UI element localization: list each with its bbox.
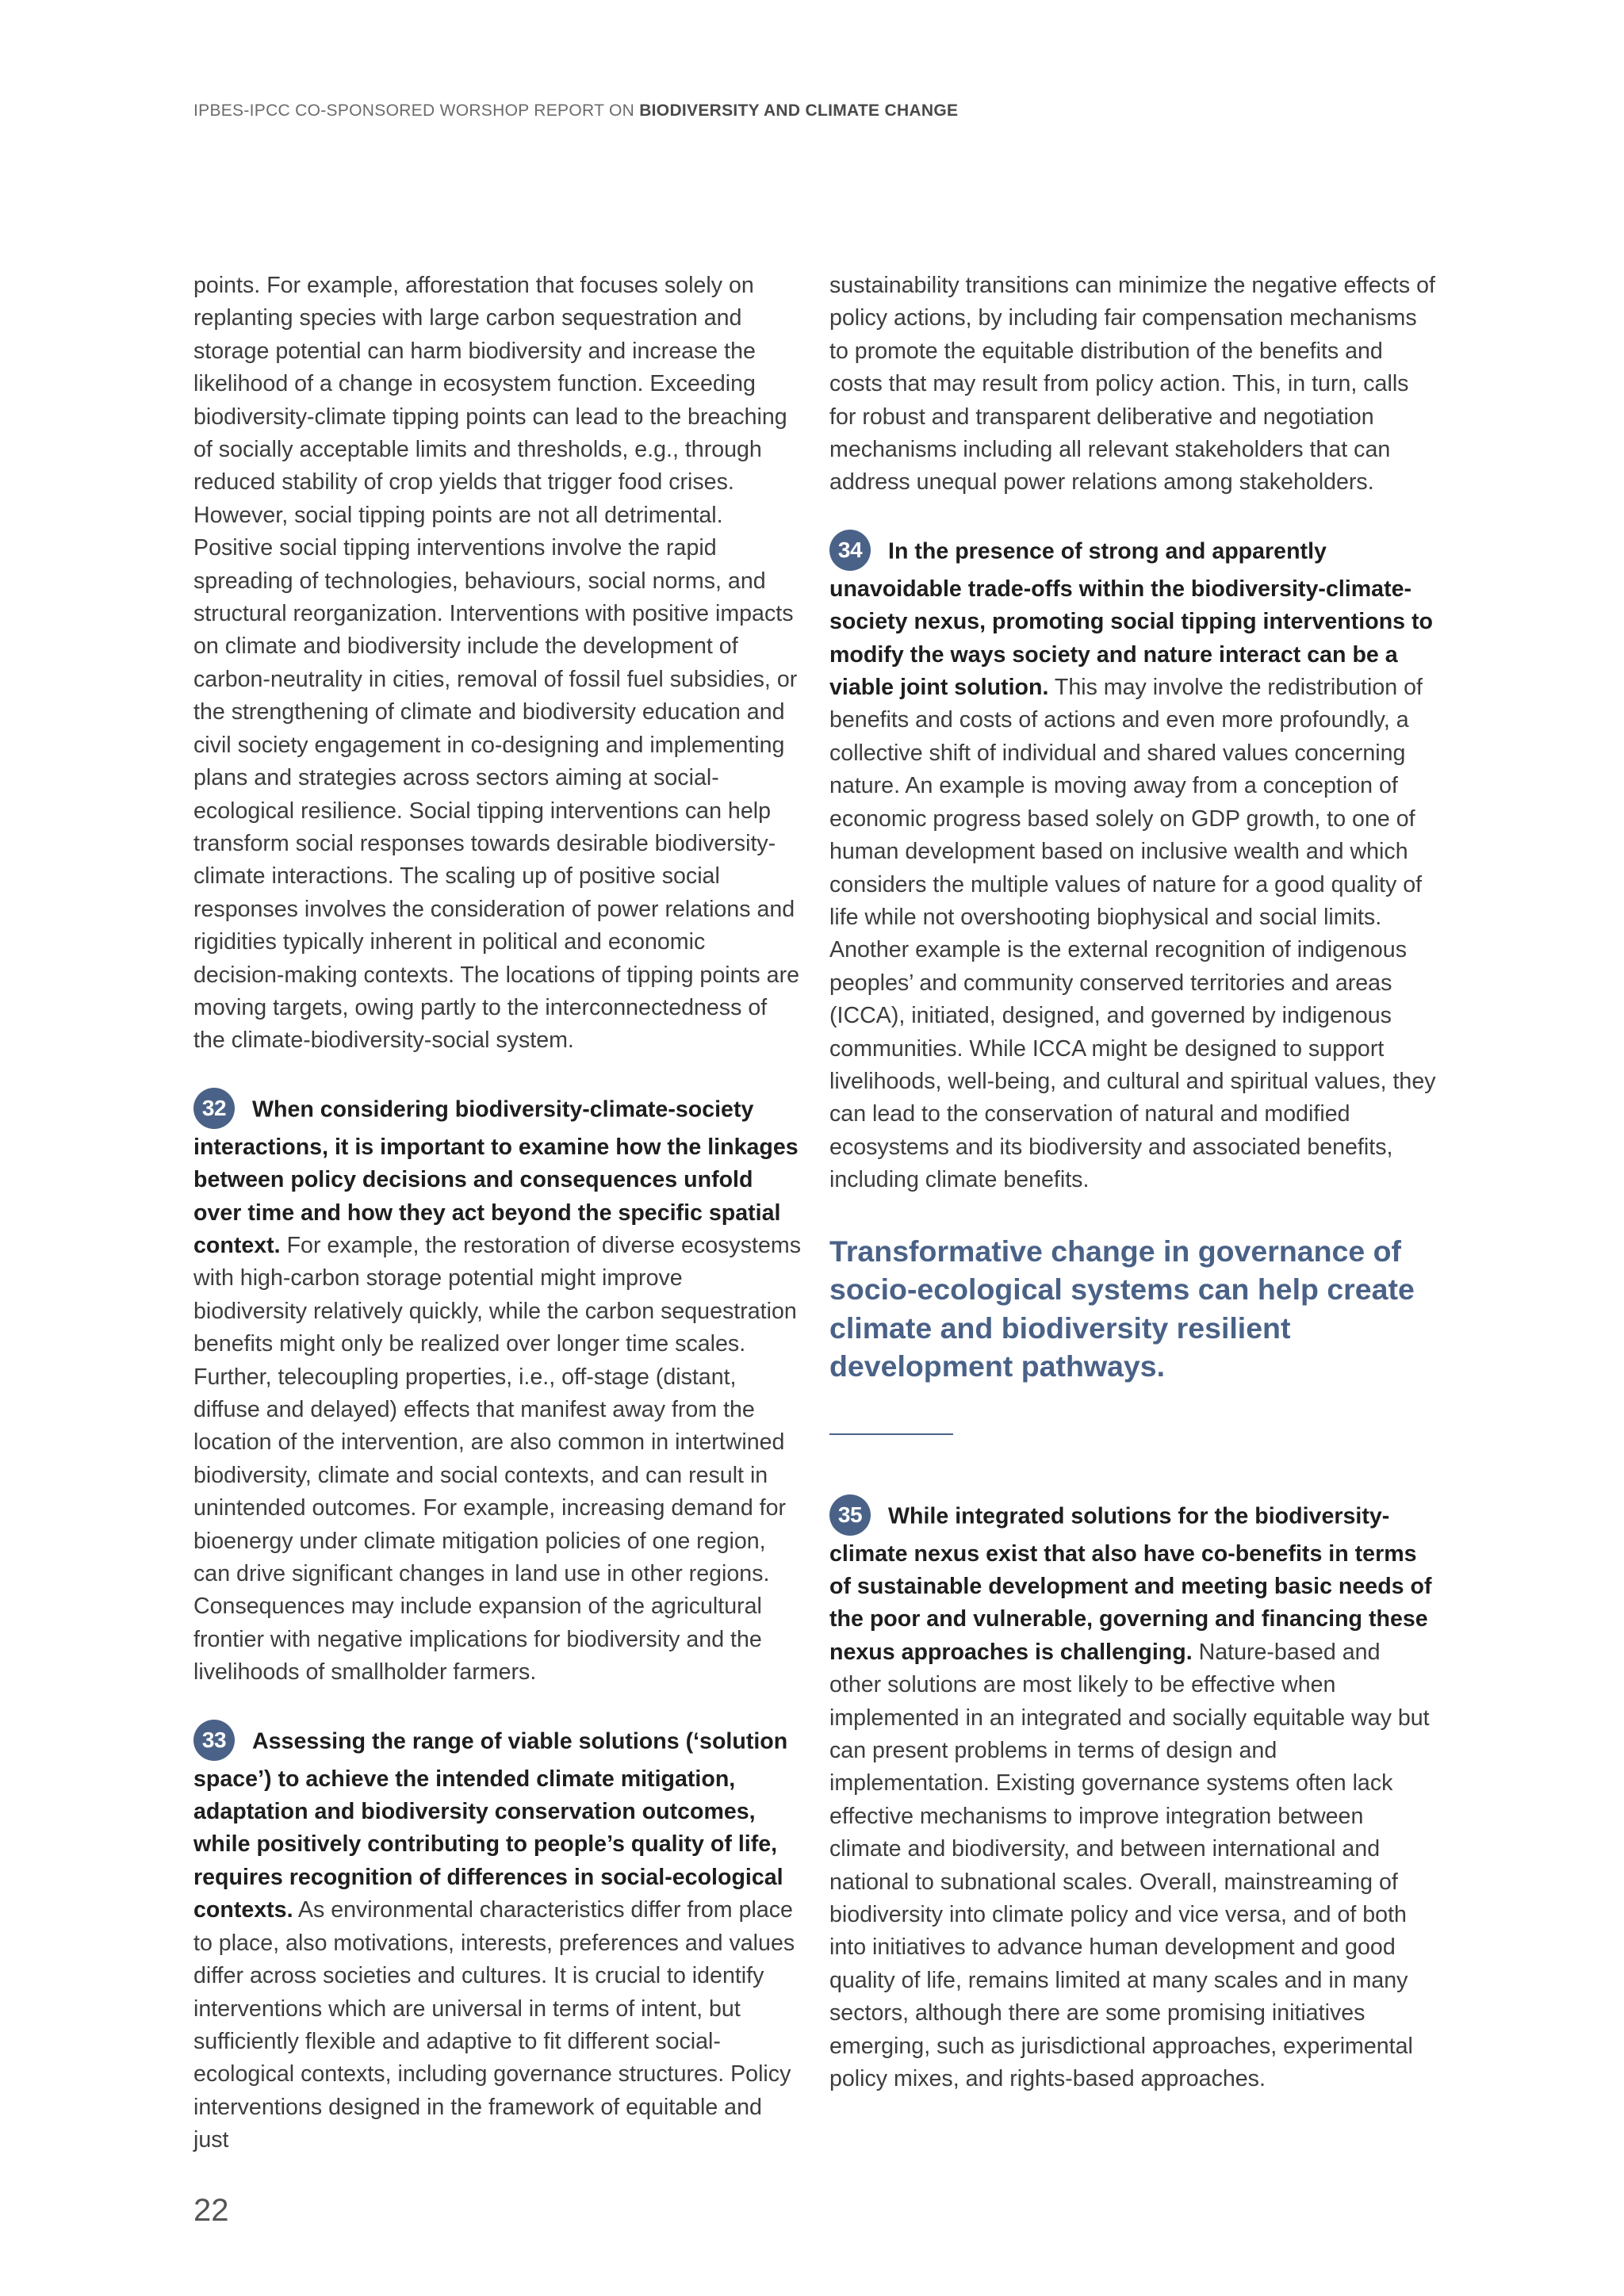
paragraph-35-body: Nature-based and other solutions are most likely to be effective when implemented in an integrated and socially equitable way but can present problems in terms of design and implementation. Existing governance systems often lack effective mechanisms to improve integration between climate and biodiversity, and between international and national to subnational scales. Overall, mainstreaming of biodiversity into climate policy and vice versa, and of both into initiatives to advance human development and good quality of life, remains limited at many scales and in many sectors, although there are some promising initiatives emerging, such as jurisdictional approaches, experimental policy mixes, and rights-based approaches.: [829, 1639, 1430, 2092]
page-number: 22: [193, 2193, 229, 2228]
right-column: [829, 270, 1437, 2128]
paragraph-number-badge-32: 32: [193, 1088, 235, 1129]
paragraph-number-badge-33: 33: [193, 1720, 235, 1761]
paragraph-34-lead: In the presence of strong and apparently unavoidable trade-offs within the biodiversity-climate-society nexus, promoting social tipping interventions to modify the ways society and nature interact can be a viable joint solution.: [829, 538, 1434, 701]
section-heading-rule: [829, 1433, 953, 1435]
paragraph-continuation-left: points. For example, afforestation that focuses solely on replanting species with large carbon sequestration and storage potential can harm biodiversity and increase the likelihood of a change in ecosystem function. Exceeding biodiversity-climate tipping points can lead to the breaching of socially acceptable limits and thresholds, e.g., through reduced stability of crop yields that trigger food crises. However, social tipping points are not all detrimental. Positive social tipping interventions involve the rapid spreading of technologies, behaviours, social norms, and structural reorganization. Interventions with positive impacts on climate and biodiversity include the development of carbon-neutrality in cities, removal of fossil fuel subsidies, or the strengthening of climate and biodiversity education and civil society engagement in co-designing and implementing plans and strategies across sectors aiming at social-ecological resilience. Social tipping interventions can help transform social responses towards desirable biodiversity-climate interactions. The scaling up of positive social responses involves the consideration of power relations and rigidities typically inherent in political and economic decision-making contexts. The locations of tipping points are moving targets, owing partly to the interconnectedness of the climate-biodiversity-social system.: [193, 273, 799, 1054]
paragraph-32: [193, 1090, 801, 1689]
running-header-emphasis: BIODIVERSITY AND CLIMATE CHANGE: [639, 101, 959, 120]
paragraph-34-body: This may involve the redistribution of benefits and costs of actions and even more profoundly, a collective shift of individual and shared values concerning nature. An example is moving away from a conception of economic progress based solely on GDP growth, to one of human development based on inclusive wealth and which considers the multiple values of nature for a good quality of life while not overshooting biophysical and social limits. Another example is the external recognition of indigenous peoples’ and community conserved territories and areas (ICCA), initiated, designed, and governed by indigenous communities. While ICCA might be designed to support livelihoods, well-being, and cultural and spiritual values, they can lead to the conservation of natural and modified ecosystems and its biodiversity and associated benefits, including climate benefits.: [829, 675, 1436, 1193]
paragraph-35-lead: While integrated solutions for the biodiversity-climate nexus exist that also have co-benefits in terms of sustainable development and meeting basic needs of the poor and vulnerable, governing and financing these nexus approaches is challenging.: [829, 1503, 1432, 1665]
paragraph-33-lead: Assessing the range of viable solutions (‘solution space’) to achieve the intended climate mitigation, adaptation and biodiversity conservation outcomes, while positively contributing to people’s quality of life, requires recognition of differences in social-ecological contexts.: [193, 1728, 788, 1923]
running-header: [193, 101, 958, 121]
paragraph-33: [193, 1722, 801, 2157]
paragraph-34: [829, 532, 1437, 1197]
paragraph-32-body: For example, the restoration of diverse ecosystems with high-carbon storage potential might improve biodiversity relatively quickly, while the carbon sequestration benefits might only be realized over longer time scales. Further, telecoupling properties, i.e., off-stage (distant, diffuse and delayed) effects that manifest away from the location of the intervention, are also common in intertwined biodiversity, climate and social contexts, and can result in unintended outcomes. For example, increasing demand for bioenergy under climate mitigation policies of one region, can drive significant changes in land use in other regions. Consequences may include expansion of the agricultural frontier with negative implications for biodiversity and the livelihoods of smallholder farmers.: [193, 1232, 801, 1686]
paragraph-number-badge-35: 35: [829, 1494, 871, 1536]
paragraph-continuation-right: sustainability transitions can minimize the negative effects of policy actions, by including fair compensation mechanisms to promote the equitable distribution of the benefits and costs that may result from policy action. This, in turn, calls for robust and transparent deliberative and negotiation mechanisms including all relevant stakeholders that can address unequal power relations among stakeholders.: [829, 273, 1435, 496]
paragraph-33-body: As environmental characteristics differ from place to place, also motivations, interests, preferences and values differ across societies and cultures. It is crucial to identify interventions which are universal in terms of intent, but sufficiently flexible and adaptive to fit different social-ecological contexts, including governance structures. Policy interventions designed in the framework of equitable and just: [193, 1897, 795, 2153]
section-heading: Transformative change in governance of socio-ecological systems can help create climate and biodiversity resilient development pathways.: [829, 1234, 1415, 1383]
paragraph-32-lead: When considering biodiversity-climate-society interactions, it is important to examine how the linkages between policy decisions and consequences unfold over time and how they act beyond the specific spatial context.: [193, 1096, 799, 1258]
paragraph-number-badge-34: 34: [829, 530, 871, 571]
left-column: [193, 270, 801, 2190]
running-header-prefix: IPBES-IPCC CO-SPONSORED WORSHOP REPORT ON: [193, 101, 640, 120]
paragraph-35: [829, 1497, 1437, 2096]
